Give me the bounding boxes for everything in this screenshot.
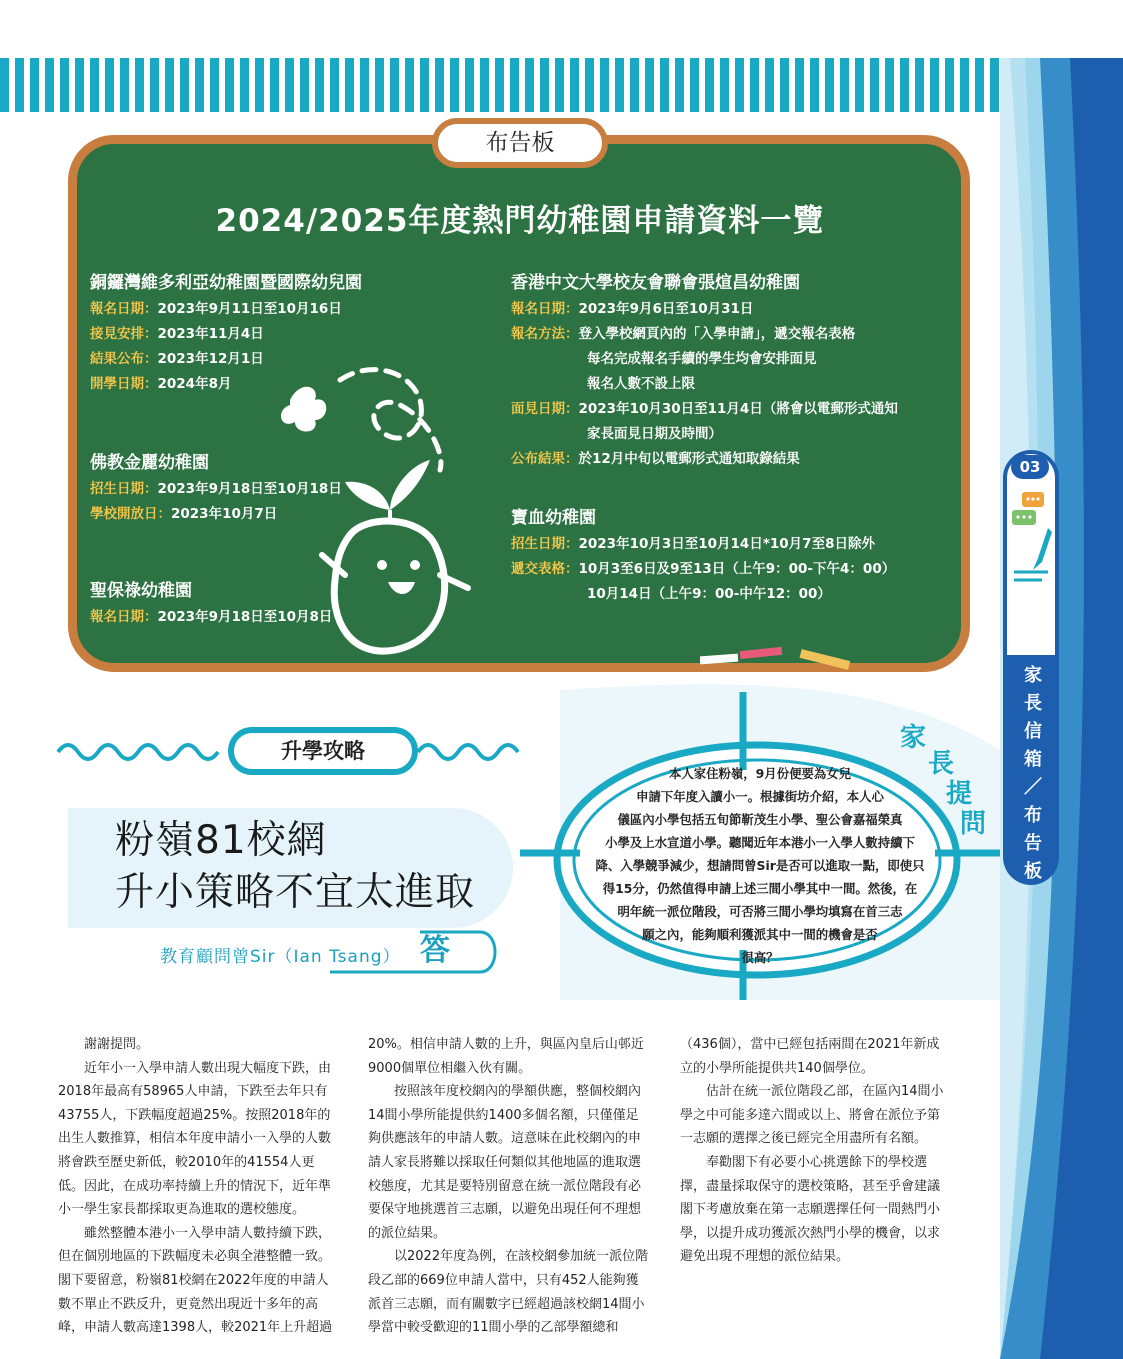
info-label: 面見日期： [511,401,579,417]
label-char: 家 [900,723,927,753]
page-section-number: 03 [1011,455,1049,479]
info-value: 10月14日（上午9：00-中午12：00） [587,586,831,602]
question-line: 申請下年度入讀小一。根據街坊介紹，本人心 [636,789,884,804]
kindergarten-name: 銅鑼灣維多利亞幼稚園暨國際幼兒園 [90,273,362,293]
info-label: 遞交表格： [511,561,579,577]
question-line: 願之內，能夠順利獲派其中一間的機會是否 [642,927,878,942]
article-author: 教育顧問曾Sir（Ian Tsang） [160,947,401,967]
side-label: 家長信箱／布告板 [1021,665,1042,889]
info-value: 2023年9月18日至10月8日 [157,609,333,625]
article-column-2 [368,1033,650,1340]
article-paragraph: 近年小一入學申請人數出現大幅度下跌，由2018年最高有58965人申請，下跌至去年只有43755人，下跌幅度超過25%。按照2018年的出生人數推算，相信本年度申請小一入學的人數將會跌至歷史新低，較2010年的41554人更低。因此，在成功率持續上升的情況下，近年準小一學生家長都採取更為進取的選校態度。 [58,1060,332,1218]
seedling-mascot-illustration [270,360,500,660]
article-paragraph: 按照該年度校網內的學額供應，整個校網內14間小學所能提供約1400多個名額，只僅僅足夠供應該年的申請人數。這意味在此校網內的申請人家長將難以採取任何類似其他地區的進取選校態度，尤其是要特別留意在統一派位階段有必要保守地挑選首三志願，以避免出現任何不理想的派位結果。 [368,1084,642,1241]
question-line: 降、入學競爭減少，想請問曾Sir是否可以進取一點，即使只 [595,858,925,873]
info-label: 報名日期： [90,609,158,625]
parent-question-text [575,762,945,969]
info-value: 2023年12月1日 [157,351,264,367]
info-value: 家長面見日期及時間） [587,426,722,442]
info-label: 學校開放日： [90,506,171,522]
info-value: 2023年10月3日至10月14日*10月7至8日除外 [578,536,875,552]
info-value: 2023年10月7日 [171,506,278,522]
article-paragraph: 估計在統一派位階段乙部，在區內14間小學之中可能多達六間或以上、將會在派位予第一志願的選擇之後已經完全用盡所有名額。 [680,1084,944,1147]
info-value: 2023年11月4日 [157,326,264,342]
article-paragraph: （436個），當中已經包括兩間在2021年新成立的小學所能提供共140個學位。 [680,1037,940,1076]
info-value: 登入學校網頁內的「入學申請」，遞交報名表格 [578,326,856,342]
question-line: 儀區內小學包括五旬節靳茂生小學、聖公會嘉福榮真 [617,812,903,827]
info-label: 報名日期： [511,301,579,317]
strategy-tab-label: 升學攻略 [228,727,418,775]
board-tab-label: 布告板 [432,118,608,168]
article-paragraph: 20%。相信申請人數的上升，與區內皇后山邨近9000個單位相繼入伙有關。 [368,1037,644,1076]
info-value: 2024年8月 [157,376,232,392]
kindergarten-name: 香港中文大學校友會聯會張煊昌幼稚園 [511,273,800,293]
answer-label: 答 [420,933,450,968]
kindergarten-block [511,503,895,607]
headline-line: 粉嶺81校網 [115,818,327,863]
top-stripes-decoration [0,58,1000,112]
info-value: 於12月中旬以電郵形式通知取錄結果 [578,451,800,467]
article-paragraph: 以2022年度為例，在該校網參加統一派位階段乙部的669位申請人當中，只有452人能夠獲派首三志願，而有關數字已經超過該校網14間小學當中較受歡迎的11間小學的乙部學額總和 [368,1249,649,1336]
info-label: 招生日期： [511,536,579,552]
info-value: 報名人數不設上限 [587,376,695,392]
headline-line: 升小策略不宜太進取 [115,870,476,915]
info-value: 每名完成報名手續的學生均會安排面見 [587,351,817,367]
info-value: 10月3至6日及9至13日（上午9：00-下午4：00） [578,561,896,577]
question-line: 得15分，仍然值得申請上述三間小學其中一間。然後，在 [602,881,918,896]
info-label: 招生日期： [90,481,158,497]
kindergarten-block [511,268,898,472]
question-line: 很高？ [741,950,779,965]
info-value: 2023年9月11日至10月16日 [157,301,342,317]
info-value: 2023年9月6日至10月31日 [578,301,754,317]
kindergarten-name: 寶血幼稚園 [511,508,596,528]
info-label: 公布結果： [511,451,579,467]
info-value: 2023年10月30日至11月4日（將會以電郵形式通知 [578,401,898,417]
label-char: 提 [946,779,973,809]
article-paragraph: 奉勸閣下有必要小心挑選餘下的學校選擇，盡量採取保守的選校策略，甚至乎會建議閣下考慮放棄在第一志願選擇任何一間熱門小學，以提升成功獲派次熱門小學的機會，以求避免出現不理想的派位結果。 [680,1154,941,1265]
kindergarten-name: 聖保祿幼稚園 [90,581,192,601]
info-label: 結果公布： [90,351,158,367]
board-title: 2024/2025年度熱門幼稚園申請資料一覽 [215,203,825,239]
label-char: 長 [928,749,955,779]
article-paragraph: 雖然整體本港小一入學申請人數持續下跌，但在個別地區的下跌幅度未必與全港整體一致。閣下要留意，粉嶺81校網在2022年度的申請人數不單止不跌反升，更竟然出現近十多年的高峰，申請人數高達1398人，較2021年上升超過 [58,1225,333,1336]
chat-bubbles-icon [1008,488,1056,588]
kindergarten-name: 佛教金麗幼稚園 [90,453,209,473]
article-column-1 [58,1033,336,1340]
info-value: 2023年9月18日至10月18日 [157,481,342,497]
question-line: 本人家住粉嶺，9月份便要為女兒 [668,766,852,781]
info-label: 接見安排： [90,326,158,342]
article-paragraph: 謝謝提問。 [84,1037,150,1052]
info-label: 報名日期： [90,301,158,317]
chalk-pieces-decoration [700,645,860,677]
article-column-3 [680,1033,952,1269]
info-label: 開學日期： [90,376,158,392]
question-line: 明年統一派位階段，可否將三間小學均填寫在首三志 [617,904,903,919]
question-line: 小學及上水宣道小學。聽聞近年本港小一入學人數持續下 [605,835,915,850]
label-char: 問 [960,809,987,839]
info-label: 報名方法： [511,326,579,342]
article-headline [115,815,475,919]
